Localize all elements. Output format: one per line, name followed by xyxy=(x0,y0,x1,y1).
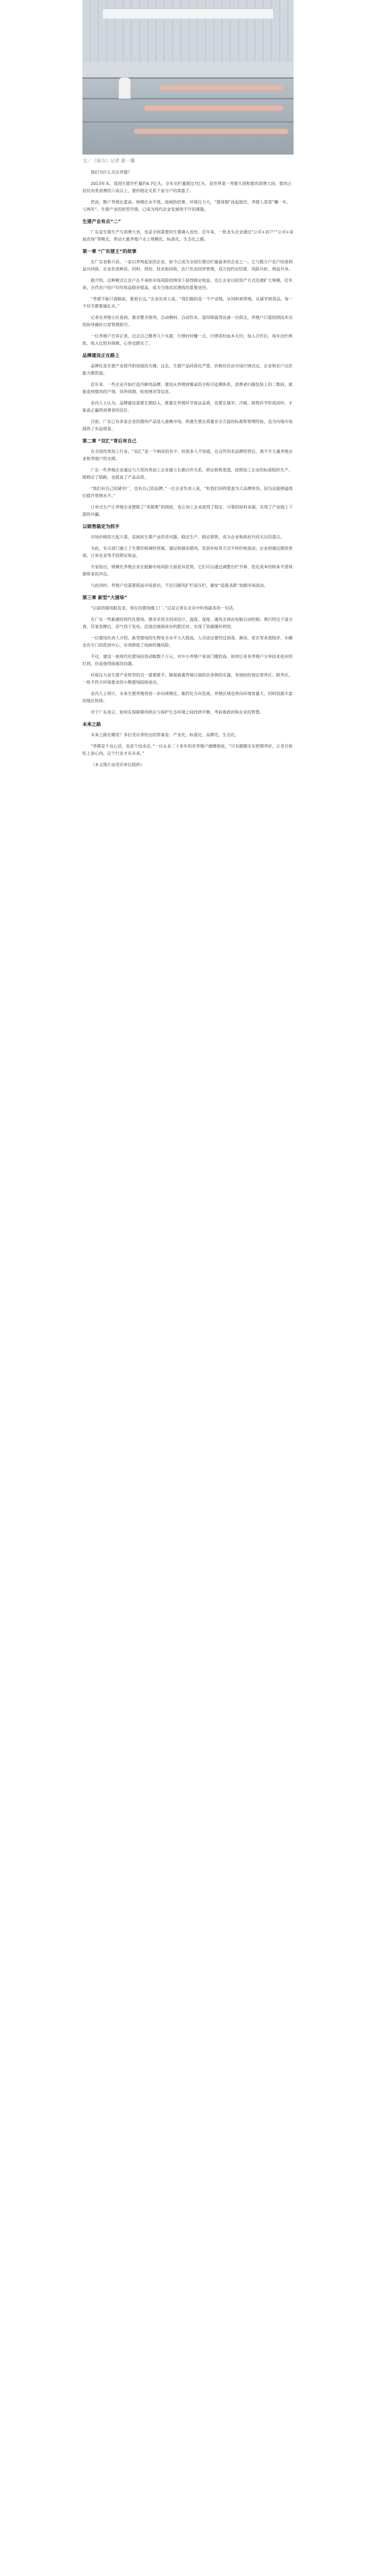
pig-barn-photo xyxy=(82,0,294,155)
pen-rail xyxy=(82,98,294,99)
article-paragraph: 市场价格的大起大落，是困扰生猪产业的老问题。稳定生产、稳定销售，成为企业和政府共同关注的重点。 xyxy=(91,535,284,539)
article-paragraph: “以前的猪场脏乱差，现在的猪场像工厂。”这是记者在走访中听到最多的一句话。 xyxy=(91,606,237,611)
article-paragraph: 目前，广东已有多家企业的猪肉产品进入港澳市场，供港生猪在质量安全方面的标准和管理经验，也为内地市场提供了有益借鉴。 xyxy=(82,419,293,431)
article-paragraph: 然而，散户养殖比重高、规模化水平低、疫病防控难、环境压力大，“猪周期”此起彼伏，养猪人常常“赚一年、亏两年”。生猪产业的转型升级，已成为现代农业发展绕不开的课题。 xyxy=(82,200,291,212)
section-heading: 品牌建设正在路上 xyxy=(82,353,120,359)
article-paragraph: 记者在养殖小区看到，猪舍整齐排列，自动喂料、自动饮水、湿帘降温等设备一应俱全，养殖户只需按照技术员的指导做好日常管理即可。 xyxy=(82,315,293,327)
article-paragraph: 2013年末，我国生猪存栏量约4.7亿头，全年出栏量超过7亿头，是世界第一养猪大国和猪肉消费大国。猪肉占居民肉类消费的六成以上，猪价稳定关系千家万户的菜篮子。 xyxy=(82,181,292,193)
article-paragraph: 广东一些养殖企业通过与大型肉类加工企业建立长期合作关系，锁定销售渠道，按照加工企业的标准组织生产，既稳定了销路，也提高了产品品质。 xyxy=(82,468,293,480)
article-paragraph: 一位养殖户告诉记者，过去自己散养几十头猪，行情好时赚一点，行情差时血本无归；加入合作后，每年出栏两批，收入比较有保障，心里也踏实了。 xyxy=(82,334,293,346)
barn-skylight xyxy=(103,9,273,19)
article-paragraph: 未来之路在哪里？多位受访者给出的答案是：产业化、标准化、品牌化、生态化。 xyxy=(91,733,239,737)
pen-rail xyxy=(82,121,294,123)
article-paragraph: 订单式生产让养殖企业摆脱了“卖猪难”的困扰，也让加工企业获得了稳定、可靠的原料来源，实现了产业链上下游的共赢。 xyxy=(82,505,293,517)
article-paragraph: 一位猪场负责人介绍，新型猪场的生物安全水平大大提高，人员进出要经过消毒、淋浴、更衣等多道程序，车辆也有专门的洗消中心，有效降低了疫病传播风险。 xyxy=(82,636,293,648)
article-paragraph: 在全国肉类加工行业，“双汇”是一个响亮的名字。但很多人不知道，在这些知名品牌的背后，离不开大量养殖企业和养殖户的支撑。 xyxy=(82,449,293,461)
article-paragraph: 专家指出，规模化养殖企业在抵御市场风险方面更具优势，它们可以通过调整出栏节奏、优化成本结构来平滑周期带来的冲击。 xyxy=(82,565,293,577)
article-paragraph: 广东是生猪生产与消费大省，也是全国重要的生猪调入省份。近年来，一批龙头企业通过“公司+农户”“公司+家庭农场”等模式，带动大量养殖户走上规模化、标准化、生态化之路。 xyxy=(82,230,294,242)
article-paragraph: 我们为什么关注养猪？ xyxy=(91,170,132,175)
article-paragraph: 在广东一些新建的现代化猪场，猪舍采用全封闭设计，温度、湿度、通风全部由电脑自动控制；粪污经过干湿分离、厌氧发酵后，沼气用于发电，沼渣沼液制成有机肥还田，实现了资源循环利用。 xyxy=(82,617,293,629)
pig-row xyxy=(144,106,283,111)
article-paragraph: 环保压力是生猪产业转型的另一重要推手。随着畜禽养殖污染防治条例的实施，各地纷纷划定禁养区、限养区，一批不符合环保要求的小散猪场陆续退出。 xyxy=(82,673,293,685)
article-paragraph: 业内人士认为，品牌建设需要长期投入，既要在养殖环节保证品质，也要在屠宰、冷链、销售环节形成闭环，才能真正赢得消费者的信任。 xyxy=(82,401,293,413)
article-paragraph: “养猪不能只看眼前，要看长远。”企业负责人说，“我们做的是一个产业链，从饲料到养殖，从屠宰到食品，每一个环节都要做扎实。” xyxy=(82,297,293,309)
article-paragraph: “养猪是个良心活，也是个技术活。”一位从业二十多年的老养殖户感慨地说，“只有踏踏实实把猪养好，让老百姓吃上放心肉，这个行业才有未来。” xyxy=(82,744,293,756)
section-heading: 未来之路 xyxy=(82,722,101,727)
section-heading: 生猪产业有点“二” xyxy=(82,219,121,225)
article-paragraph: 品牌化是生猪产业提升附加值的关键。过去，生猪产品同质化严重，价格往往由市场行情决定，企业和农户议价能力都很弱。 xyxy=(82,364,293,376)
article-paragraph: 近年来，一些企业开始打造冷鲜肉品牌，建设从养殖到餐桌的全程可追溯体系，消费者扫描包装上的二维码，就能查到猪肉的产地、饲养周期、检疫情况等信息。 xyxy=(82,382,293,394)
article-paragraph: 对于广东而言，如何在保障猪肉供应与保护生态环境之间找到平衡，考验着政府和企业的智慧。 xyxy=(91,710,264,715)
pig-row xyxy=(134,129,288,134)
article-paragraph: 与此同时，养殖户也需要提高市场意识，不盲目跟风扩栏或压栏，避免“追涨杀跌”加剧市场波动。 xyxy=(91,583,268,588)
section-heading: 以销售稳定为抓手 xyxy=(82,524,120,530)
article-paragraph: 业内人士预计，未来生猪养殖将进一步向规模化、集约化方向发展，养殖区域也将向环境容量大、饲料资源丰富的地区转移。 xyxy=(82,691,293,703)
section-heading: 第三章 新型“大猪场” xyxy=(82,596,127,601)
article-paragraph: （本文图片由受访单位提供） xyxy=(91,762,144,767)
article-paragraph: 在广东省新兴县，一家以养鸡起家的企业，如今已成为全国生猪出栏量最多的企业之一。它与数万户农户结成利益共同体，企业负责种苗、饲料、兽药、技术和回收，农户负责饲养管理，双方按约定结算，风险共担、利益共享。 xyxy=(82,260,293,272)
article-paragraph: 据介绍，这种模式让农户在不承担市场风险的情况下获得稳定收益，也让企业以轻资产方式迅速扩大规模。近年来，合作农户的户均年收益稳步提高，成为当地农民增收的重要途径。 xyxy=(82,278,293,290)
section-heading: 第二章 “双汇”背后有自己 xyxy=(82,439,136,444)
section-heading: 第一章 “广东猪王”的故事 xyxy=(82,249,136,255)
photo-caption: 文／《南方》记者 康一馨 xyxy=(82,159,135,164)
pig-row xyxy=(160,85,283,90)
article-paragraph: 为此，有关部门建立了生猪价格调控预案，通过收储冻猪肉、发放补贴等方式平抑价格波动；企业则通过期货套保、订单农业等手段锁定收益。 xyxy=(82,546,293,558)
pen-rail xyxy=(82,77,294,79)
article-paragraph: “我们有自己的屠宰厂，也有自己的品牌。”一位企业负责人说，“但我们同样愿意为大品牌供货，因为这能倒逼我们提升管理水平。” xyxy=(82,486,293,498)
worker-figure xyxy=(118,77,131,99)
article-paragraph: 不过，建设一座现代化猪场投资动辄数千万元，对中小养殖户来说门槛较高。如何让更多养殖户分享技术进步的红利，仍是值得探索的问题。 xyxy=(82,654,293,666)
article-body xyxy=(82,169,294,773)
